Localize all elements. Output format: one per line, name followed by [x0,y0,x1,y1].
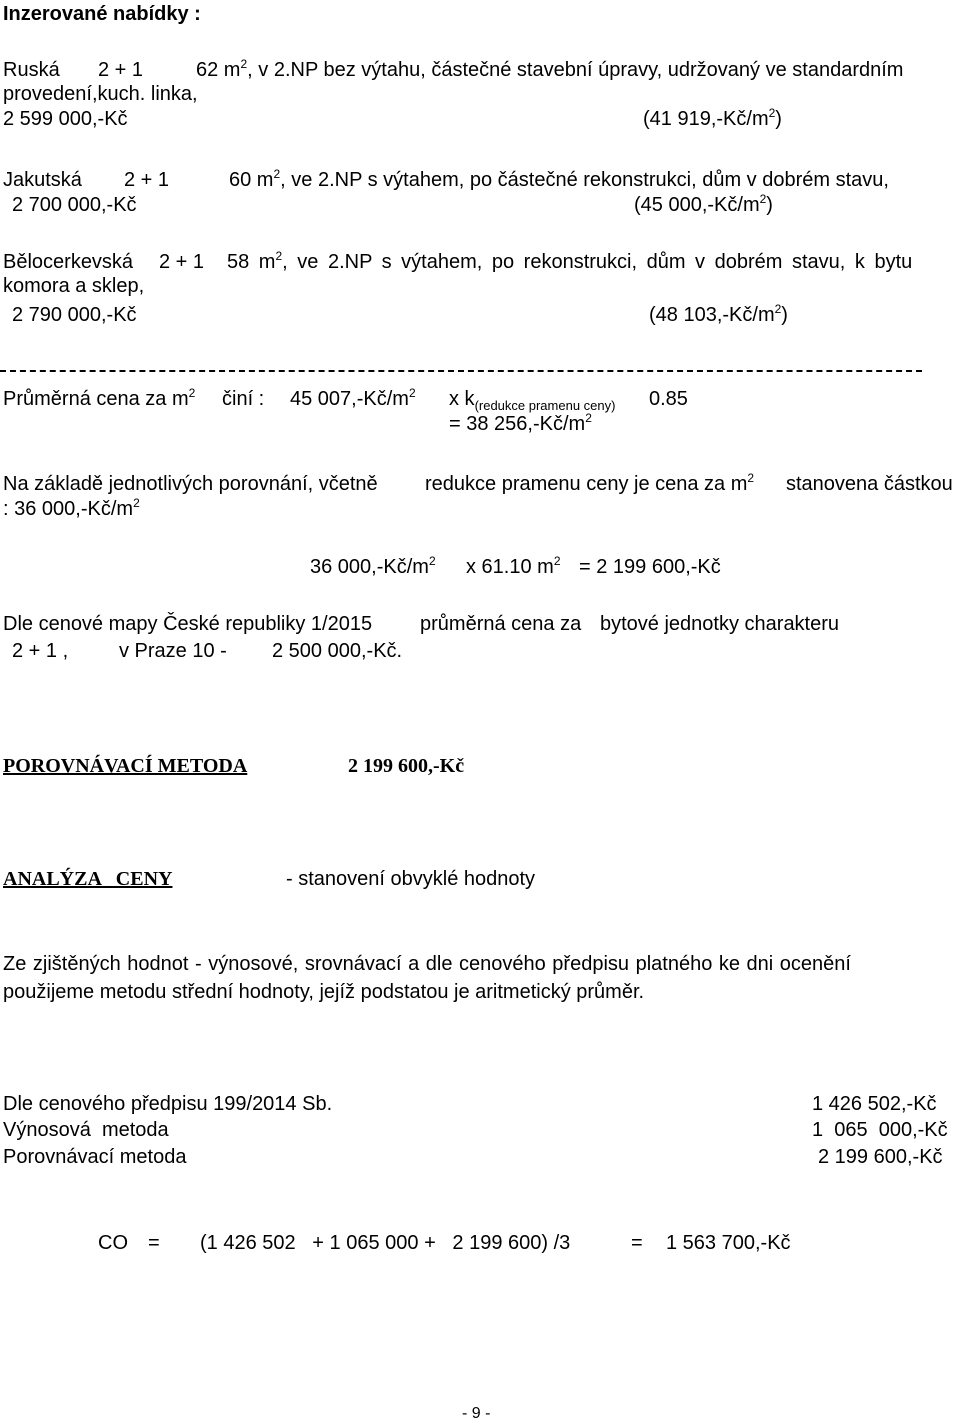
calc-result: = 2 199 600,-Kč [579,556,721,578]
listing-layout: 2 + 1 [98,59,144,81]
listing-layout: 2 + 1 [124,169,170,191]
listing-description: 62 $m^2$, v 2.NP bez výtahu, částečné stavební úpravy, udržovaný ve standardním [196,57,904,81]
average-result: = 38 $256,-Kč/m^2$ [449,411,592,435]
map-text: 2 + 1 , [12,640,69,662]
method-title: POROVNÁVACÍ METODA [3,755,248,777]
listing-unit-price: (45 $000,-Kč/m^2$) [634,192,773,216]
summary-value: 2 199 600,-Kč [818,1146,943,1168]
listing-unit-price: (48 $103,-Kč/m^2$) [649,302,788,326]
average-mid: činí : [222,388,265,410]
listing-description-cont: komora a sklep, [3,275,145,297]
listing-unit-price: (41 $919,-Kč/m^2$) [643,106,782,130]
listing-price: 2 700 000,-Kč [12,194,137,216]
map-text: průměrná cena za [420,613,582,635]
page-number: - 9 - [462,1405,491,1422]
summary-label: Výnosová metoda [3,1119,169,1141]
basis-value: : 36 $000,-Kč/m^2$ [3,496,140,520]
basis-text: redukce pramenu ceny je cena za $m^2$ [425,471,755,495]
section-heading: Inzerované nabídky : [3,3,201,25]
reduction-coefficient: x $k_{(redukce pramenu ceny)}$ [449,388,616,413]
analysis-title: ANALÝZA CENY [3,868,173,890]
average-label: Průměrná cena za $m^2$ [3,386,196,410]
listing-price: 2 790 000,-Kč [12,304,137,326]
analysis-paragraph: Ze zjištěných hodnot - výnosové, srovnávací a dle cenového předpisu platného ke dni ocenění [3,953,851,975]
listing-description-cont: provedení,kuch. linka, [3,83,198,105]
listing-layout: 2 + 1 [159,251,205,273]
listing-street: Jakutská [3,169,82,191]
listing-description: 60 $m^2$, ve 2.NP s výtahem, po částečné rekonstrukci, dům v dobrém stavu, [229,167,889,191]
listing-price: 2 599 000,-Kč [3,108,128,130]
co-expression: (1 426 502 + 1 065 000 + 2 199 600) /3 [200,1232,571,1254]
co-equals: = [631,1232,643,1254]
dashed-divider [0,370,922,372]
basis-text: Na základě jednotlivých porovnání, včetně [3,473,378,495]
listing-street: Ruská [3,59,60,81]
average-value: 45 $007,-Kč/m^2$ [290,386,416,410]
co-result: 1 563 700,-Kč [666,1232,791,1254]
summary-label: Dle cenového předpisu 199/2014 Sb. [3,1093,333,1115]
summary-label: Porovnávací metoda [3,1146,187,1168]
map-text: Dle cenové mapy České republiky 1/2015 [3,613,373,635]
listing-street: Bělocerkevská [3,251,134,273]
calc-area: x 61.10 $m^2$ [466,554,561,578]
method-value: 2 199 600,-Kč [348,755,465,777]
summary-value: 1 065 000,-Kč [812,1119,948,1141]
map-text: bytové jednotky charakteru [600,613,840,635]
reduction-value: 0.85 [649,388,688,410]
co-equals: = [148,1232,160,1254]
co-label: CO [98,1232,128,1254]
summary-value: 1 426 502,-Kč [812,1093,937,1115]
listing-description: 58 $m^2$, ve 2.NP s výtahem, po rekonstrukci, dům v dobrém stavu, k bytu [227,249,913,273]
analysis-subtitle: - stanovení obvyklé hodnoty [286,868,536,890]
calc-unit-price: 36 $000,-Kč/m^2$ [310,554,436,578]
analysis-paragraph: použijeme metodu střední hodnoty, jejíž podstatou je aritmetický průměr. [3,981,645,1003]
map-text: v Praze 10 - [119,640,227,662]
map-price: 2 500 000,-Kč. [272,640,403,662]
basis-text: stanovena částkou [786,473,953,495]
